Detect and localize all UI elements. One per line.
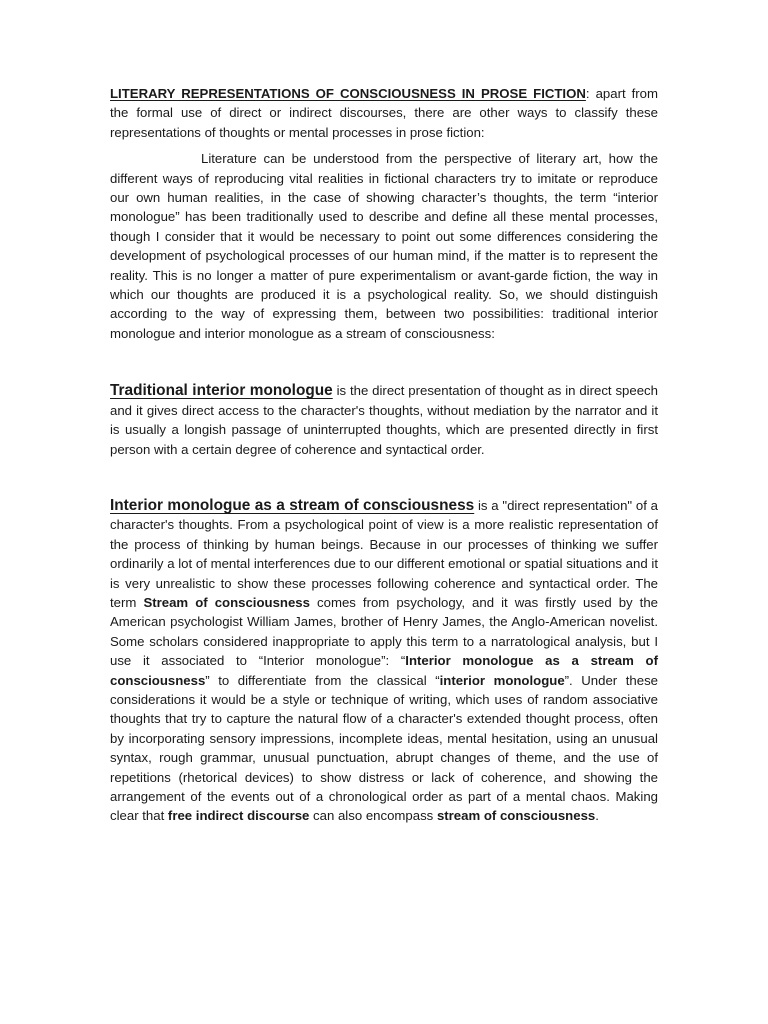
stream-text: ” to differentiate from the classical “ <box>205 672 440 688</box>
document-page <box>110 84 658 826</box>
stream-text: can also encompass <box>309 808 437 824</box>
stream-heading: Interior monologue as a stream of consciousness <box>110 496 475 514</box>
bold-term: stream of consciousness <box>436 808 596 824</box>
section-spacer <box>110 343 658 381</box>
traditional-heading: Traditional interior monologue <box>110 382 333 400</box>
body-paragraph-1: Literature can be understood from the perspective of literary art, how the different ways of reproducing vital realities in fictional characters try to imitate or reproduce our own human realities, in the case of showing character’s thoughts, the term “interior monologue” has been traditionally used to describe and define all these mental processes, though I consider that it would be necessary to point out some differences considering the development of psychological processes of our human mind, if the matter is to represent the reality. This is no longer a matter of pure experimentalism or avant-garde fiction, the way in which our thoughts are produced it is a psychological reality. So, we should distinguish according to the way of expressing them, between two possibilities: traditional interior monologue and interior monologue as a stream of consciousness: <box>110 151 658 341</box>
bold-term: interior monologue <box>439 672 565 688</box>
traditional-paragraph <box>110 381 658 459</box>
traditional-text: is the direct presentation of thought as in direct speech and it gives direct access to the character's thoughts, without mediation by the narrator and it is usually a longish passage of uninterrupted thoughts, which are presented directly in first person with a certain degree of coherence and syntactical order. <box>110 383 658 457</box>
section-spacer <box>110 459 658 496</box>
bold-term: Interior monologue as a stream of consciousness <box>110 653 658 688</box>
stream-text: . <box>595 808 599 824</box>
stream-text: ”. Under these considerations it would be a style or technique of writing, which uses of random associative thoughts that try to capture the natural flow of a character's extended thought process, often by incorporating sensory impressions, incomplete ideas, mental hesitation, using an unusual syntax, rough grammar, unusual punctuation, abrupt changes of theme, and the use of repetitions (rhetorical devices) to show distress or lack of coherence, and showing the arrangement of the events out of a chronological order as part of a mental chaos. Making clear that <box>110 672 658 824</box>
intro-text: apart from the formal use of direct or indirect discourses, there are other ways to classify these representations of thoughts or mental processes in prose fiction: <box>110 86 658 140</box>
stream-text: comes from psychology, and it was firstly used by the American psychologist William James, brother of Henry James, the Anglo-American novelist. Some scholars considered inappropriate to apply this term to a narratological analysis, but I use it associated to “Interior monologue”: “ <box>110 594 659 669</box>
intro-paragraph <box>110 84 658 142</box>
intro-colon: : <box>585 86 590 101</box>
bold-term: Stream of consciousness <box>143 594 310 610</box>
stream-text: is a "direct representation" of a character's thoughts. From a psychological point of view is a more realistic representation of the process of thinking by human beings. Because in our processes of thinking we suffer ordinarily a lot of mental interferences due to our different emotional or spatial situations and it is very unrealistic to show these processes following coherence and syntactical order. The term <box>110 497 659 610</box>
intro-heading: LITERARY REPRESENTATIONS OF CONSCIOUSNESS IN PROSE FICTION <box>110 86 586 101</box>
bold-term: free indirect discourse <box>167 808 310 824</box>
stream-paragraph <box>110 496 658 826</box>
